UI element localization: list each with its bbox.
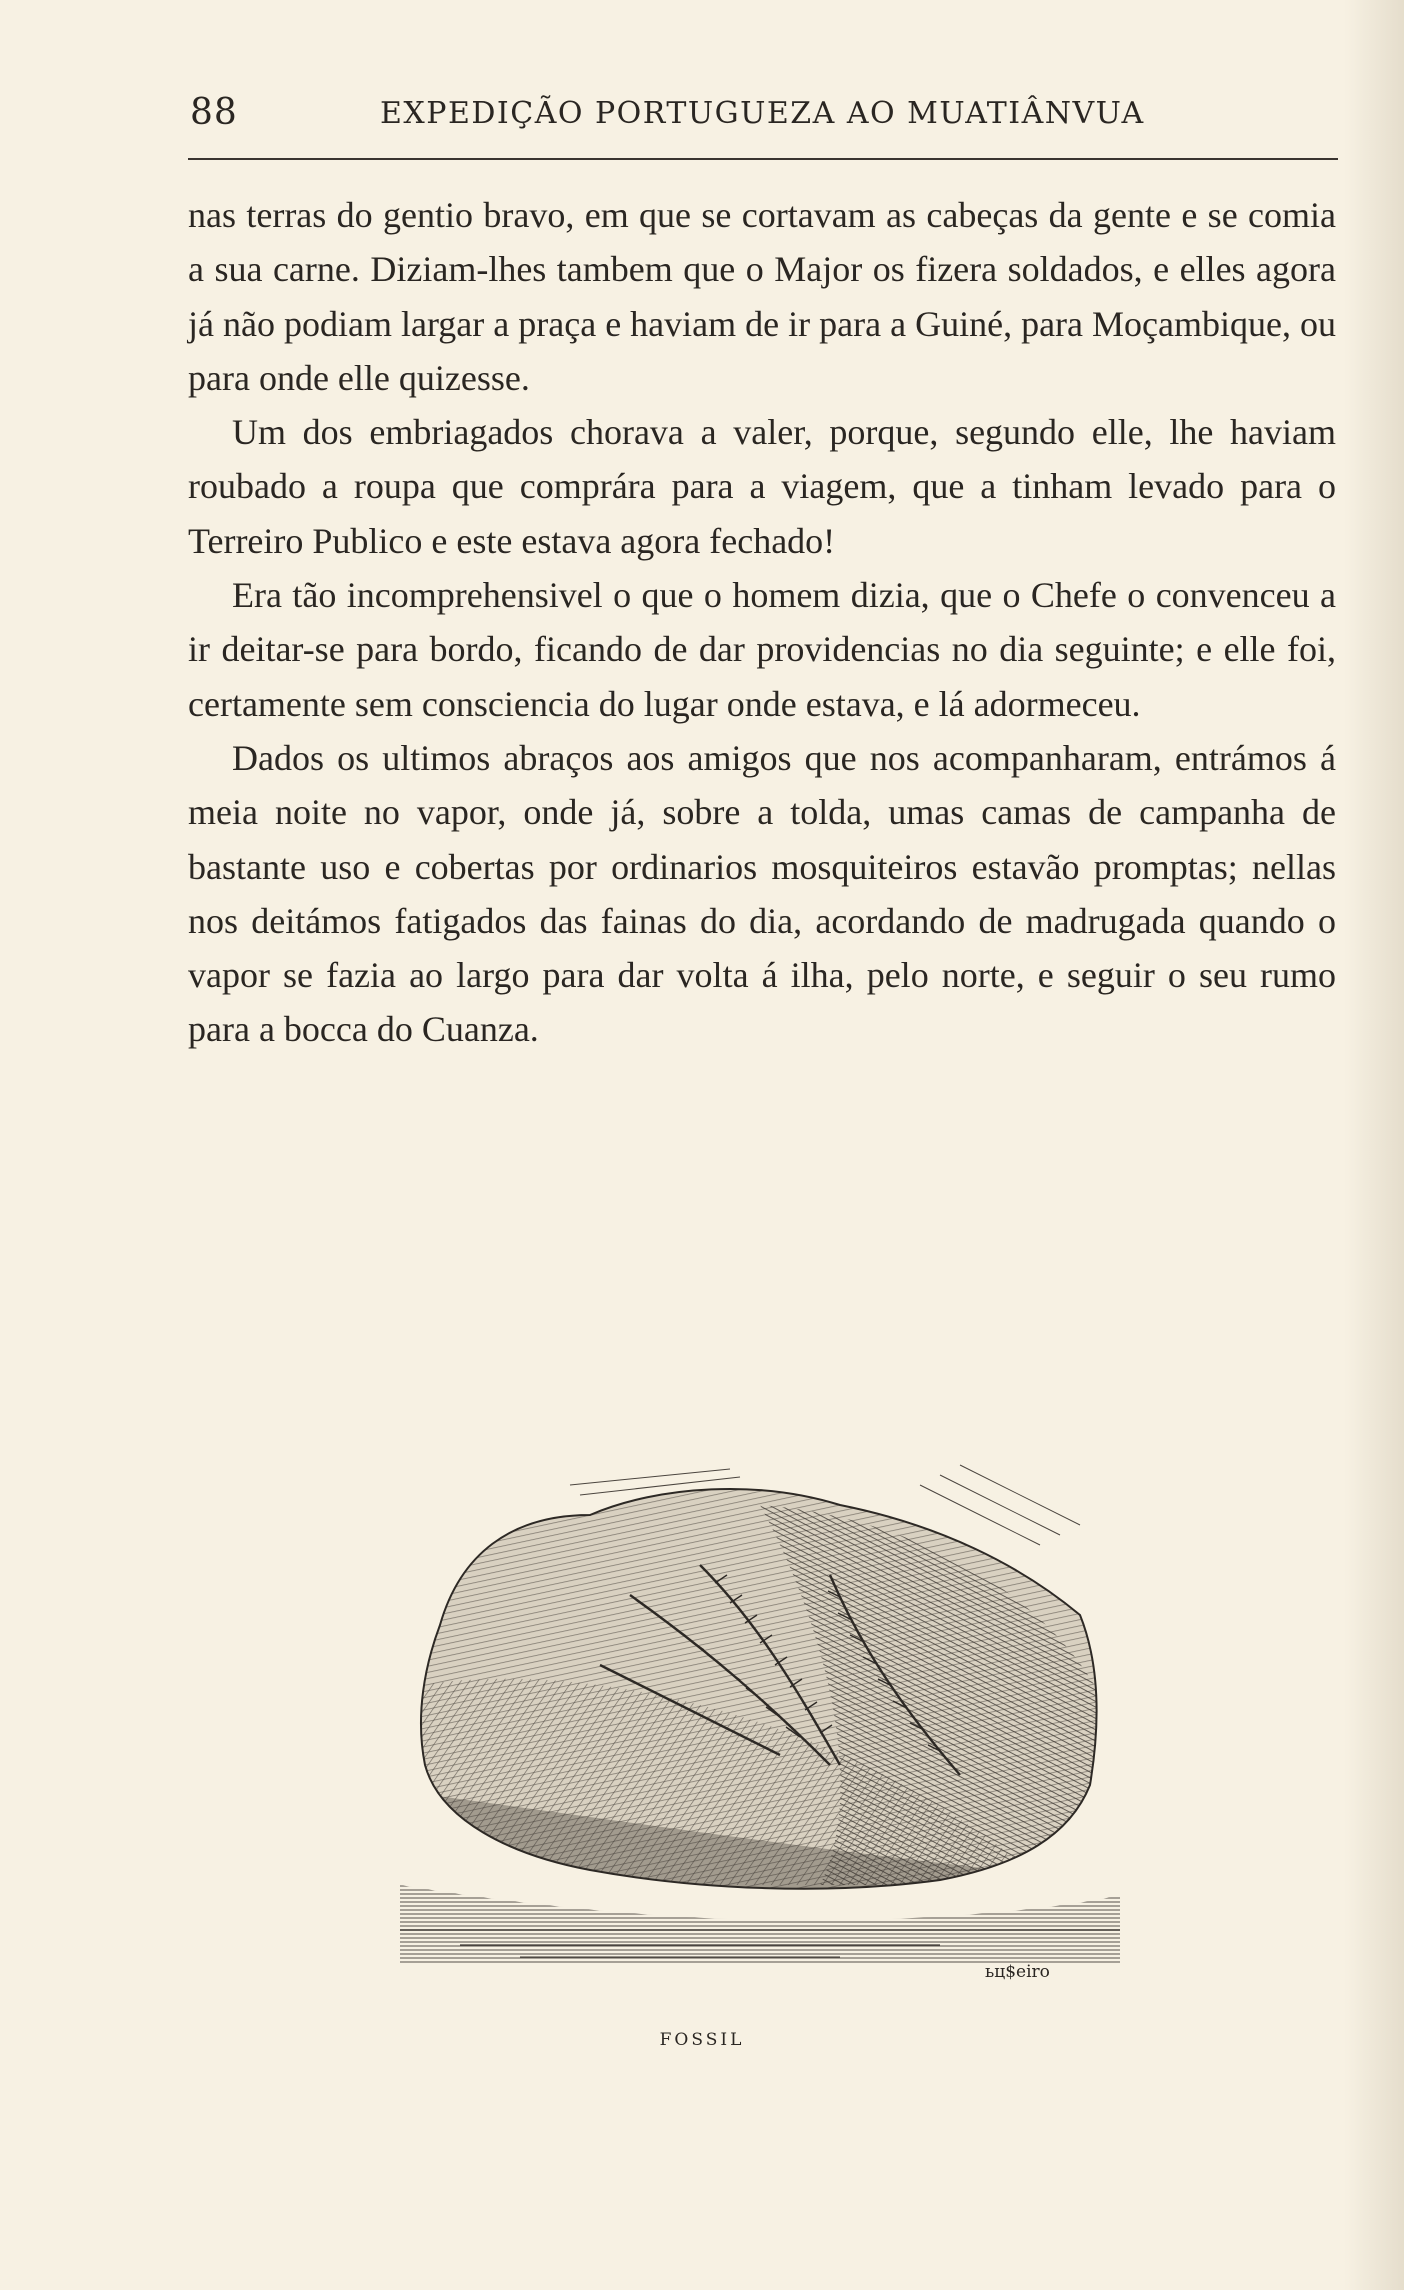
page-number: 88 bbox=[190, 92, 238, 133]
header-rule bbox=[188, 158, 1338, 160]
page-edge-shadow bbox=[1344, 0, 1404, 2290]
engraver-signature: ьц$eiro bbox=[985, 1962, 1050, 1982]
figure-caption: FOSSIL bbox=[659, 2030, 745, 2050]
paragraph-2: Um dos embriagados chorava a valer, porque, segundo elle, lhe haviam roubado a roupa que comprára para a viagem, que a tinham levado para o Terreiro Publico e este estava agora fechado! bbox=[188, 412, 1336, 561]
fossil-engraving bbox=[400, 1365, 1120, 2005]
paragraph-3: Era tão incomprehensivel o que o homem dizia, que o Chefe o convenceu a ir deitar-se para bordo, ficando de dar providencias no dia seguinte; e elle foi, certamente sem consciencia do lugar onde estava, e lá adormeceu. bbox=[188, 575, 1336, 724]
page-header bbox=[190, 92, 1340, 142]
running-title: EXPEDIÇÃO PORTUGUEZA AO MUATIÂNVUA bbox=[380, 96, 1145, 131]
paragraph-1: nas terras do gentio bravo, em que se cortavam as cabeças da gente e se comia a sua carne. Diziam-lhes tambem que o Major os fizera soldados, e elles agora já não podiam largar a praça e haviam de ir para a Guiné, para Moçambique, ou para onde elle quizesse. bbox=[188, 195, 1336, 398]
fossil-rock bbox=[400, 1465, 1120, 1915]
ground-shadow bbox=[400, 1885, 1120, 1965]
paragraph-4: Dados os ultimos abraços aos amigos que nos acompanharam, entrámos á meia noite no vapor, onde já, sobre a tolda, umas camas de campanha de bastante uso e cobertas por ordinarios mosquiteiros estavão promptas; nellas nos deitámos fatigados das fainas do dia, acordando de madrugada quando o vapor se fazia ao largo para dar volta á ilha, pelo norte, e seguir o seu rumo para a bocca do Cuanza. bbox=[188, 737, 1336, 1050]
body-text bbox=[188, 188, 1336, 1057]
fossil-illustration bbox=[400, 1365, 1120, 2005]
